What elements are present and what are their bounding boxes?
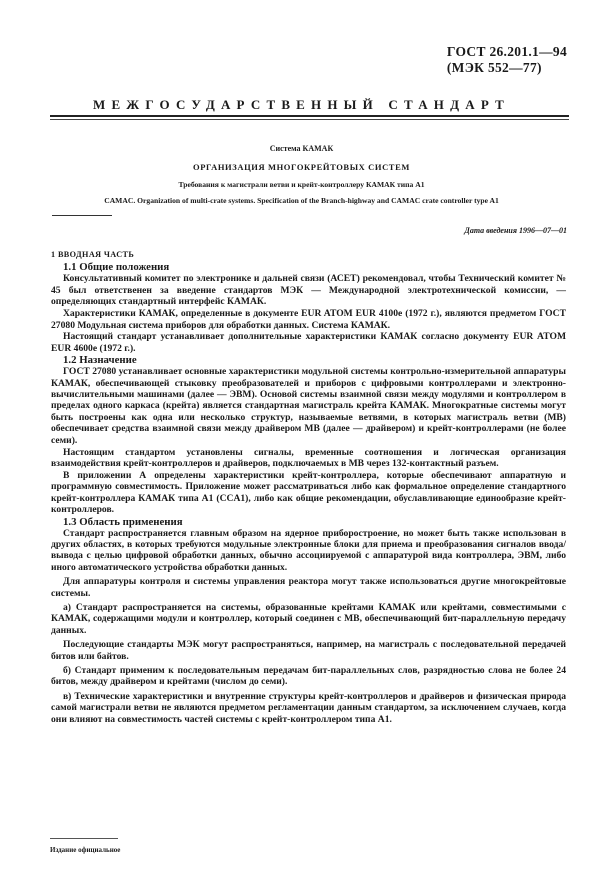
iec-code: (МЭК 552—77) (446, 60, 542, 75)
document-body (51, 248, 566, 725)
paragraph: Стандарт распространяется главным образом на ядерное приборостроение, но может быть также использован в других областях, в которых требуются модульные электронные блоки для приема и преобразования сигналов ввода/вывода с целью цифровой обработки данных, обычно ассоциируемой с аппаратурой вида контроллера, ЭВМ, либо иного автоматического устройства обработки данных. (51, 527, 566, 573)
document-title: ОРГАНИЗАЦИЯ МНОГОКРЕЙТОВЫХ СИСТЕМ (193, 162, 410, 172)
header-rule-thin (50, 119, 569, 120)
paragraph: Характеристики КАМАК, определенные в документе EUR ATOM EUR 4100e (1972 г.), являются предметом ГОСТ 27080 Модульная система приборов для обработки данных. Система КАМАК. (51, 308, 566, 331)
footer-rule (50, 838, 118, 839)
list-item-v: в) Технические характеристики и внутренние структуры крейт-контроллеров и драйверов и физическая природа самой магистрали ветви не являются предметом регламентации данным стандартом, за исключением случаев, когда они влияют на совместимость частей системы с крейт-контроллером типа А1. (51, 690, 566, 725)
standard-designation (447, 44, 567, 76)
section-heading: 1 ВВОДНАЯ ЧАСТЬ (51, 250, 135, 259)
subsection-heading: 1.1 Общие положения (63, 261, 170, 274)
paragraph: Для аппаратуры контроля и системы управления реактора могут также использоваться другие многокрейтовые системы. (51, 576, 566, 599)
system-name: Система КАМАК (269, 144, 334, 153)
title-separator (52, 215, 112, 216)
paragraph: Консультативный комитет по электронике и дальней связи (АСЕТ) рекомендовал, чтобы Технический комитет № 45 был ответственен за введение стандартов МЭК — Международной электротехнической комиссии, — определяющих стандартный интерфейс КАМАК. (51, 273, 566, 308)
paragraph: Настоящий стандарт устанавливает дополнительные характеристики КАМАК согласно документу EUR ATOM EUR 4600e (1972 г.). (51, 331, 566, 354)
edition-note: Издание официальное (50, 846, 121, 854)
standard-type-heading: МЕЖГОСУДАРСТВЕННЫЙ СТАНДАРТ (92, 97, 511, 112)
english-title: CAMAC. Organization of multi-crate systems. Specification of the Branch-highway and CAMAC crate controller type A1 (104, 196, 499, 205)
document-subtitle: Требования к магистрали ветви и крейт-контроллеру КАМАК типа А1 (178, 180, 425, 189)
subsection-heading: 1.3 Область применения (63, 515, 183, 528)
gost-code: ГОСТ 26.201.1—94 (446, 44, 567, 59)
list-item-a: а) Стандарт распространяется на системы, образованные крейтами КАМАК или крейтами, совместимыми с КАМАК, содержащими модули и контроллер, который соединен с МВ, обеспечивающий бит-параллельную передачу данных. (51, 601, 566, 636)
paragraph: Настоящим стандартом установлены сигналы, временные соотношения и логическая организация взаимодействия крейт-контроллеров и драйверов, подключаемых в МВ через 132-контактный разъем. (51, 446, 566, 469)
paragraph: В приложении А определены характеристики крейт-контроллера, которые обеспечивают аппаратную и программную совместимость. Приложение может рассматриваться либо как формальное определение стандартного крейт-контроллера КАМАК типа А1 (CCA1), либо как общие рекомендации, обуславливающие единообразие крейт-контроллеров. (51, 469, 566, 516)
header-rule-thick (50, 115, 569, 117)
subsection-heading: 1.2 Назначение (63, 354, 137, 367)
list-item-b: б) Стандарт применим к последовательным передачам бит-параллельных слов, разрядностью слова не более 24 битов, между драйвером и крейтами (числом до семи). (51, 665, 566, 688)
effective-date: Дата введения 1996—07—01 (464, 226, 567, 235)
paragraph: ГОСТ 27080 устанавливает основные характеристики модульной системы контрольно-измерительной аппаратуры КАМАК, обеспечивающей стыковку преобразователей и приборов с цифровыми контроллерами и электронно-вычислительными машинами (далее — ЭВМ). Основой системы взаимной связи между модулями и контроллером в пределах одного каркаса (крейта) является стандартная магистраль крейта КАМАК. Многократные системы могут быть построены как одна или несколько структур, называемые ветвями, в которых магистраль ветви (МВ) обеспечивает средства взаимной связи между драйвером МВ (далее — драйвером) и крейт-контроллерами (не более семи). (51, 366, 566, 446)
paragraph: Последующие стандарты МЭК могут распространяться, например, на магистраль с последовательной передачей битов или байтов. (51, 639, 566, 662)
